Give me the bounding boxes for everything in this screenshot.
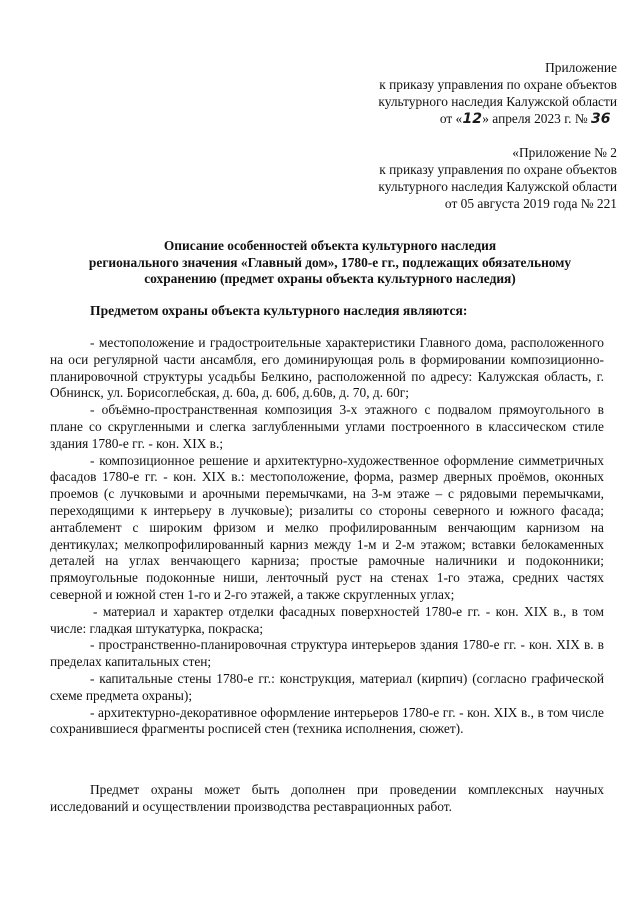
closing-paragraph [50,782,604,816]
date-prefix: от « [439,111,463,126]
title-line-1: Описание особенностей объекта культурного наследия [163,238,497,253]
list-item: - архитектурно-декоративное оформление интерьеров 1780-е гг. - кон. XIX в., в том числе сохранившиеся фрагменты росписей стен (техника исполнения, сюжет). [50,704,604,737]
original-order-ref: к приказу управления по охране объектов [379,162,617,177]
attachment-label: Приложение [545,60,617,75]
list-item: - капитальные стены 1780-е гг.: конструкция, материал (кирпич) (согласно графической схеме предмета охраны); [50,670,604,703]
attachment-header [197,60,617,128]
subject-heading: Предметом охраны объекта культурного наследия являются: [90,303,468,318]
handwritten-date: 12 [462,111,482,127]
title-line-2: регионального значения «Главный дом», 1780-е гг., подлежащих обязательному [88,254,572,270]
original-authority: культурного наследия Калужской области [378,179,617,194]
list-item: - материал и характер отделки фасадных поверхностей 1780-е гг. - кон. XIX в., в том числе: гладкая штукатурка, покраска; [50,603,604,636]
list-item: - пространственно-планировочная структура интерьеров здания 1780-е гг. - кон. XIX в. в пределах капитальных стен; [50,637,604,670]
original-attachment-header [197,145,617,213]
attachment-order-ref: к приказу управления по охране объектов [379,77,617,92]
date-middle: » апреля 2023 г. № [482,111,591,126]
protection-items-list [50,335,604,738]
list-item: - объёмно-пространственная композиция 3-х этажного с подвалом прямоугольного в плане со скругленными и слегка заглубленными углами построенного в классическом стиле здания 1780-е гг. - кон. XIX в.; [50,402,604,451]
document-title [50,238,610,288]
attachment-date-line [197,111,617,128]
list-item: - местоположение и градостроительные характеристики Главного дома, расположенного на оси регулярной части ансамбля, его доминирующая роль в формировании композиционно-планировочной структуры усадьбы Белкино, расположенной по адресу: Калужская область, г. Обнинск, ул. Борисоглебская, д. 60а, д. 60б, д.60в, д. 70, д. 60г; [50,335,604,401]
attachment-authority: культурного наследия Калужской области [378,94,617,109]
original-attachment-label: «Приложение № 2 [512,145,617,160]
original-date-line: от 05 августа 2019 года № 221 [444,196,617,211]
title-line-3: сохранению (предмет охраны объекта культурного наследия) [144,271,516,287]
closing-text: Предмет охраны может быть дополнен при проведении комплексных научных исследований и осуществлении производства реставрационных работ. [50,782,604,814]
handwritten-number: 36 [591,111,611,127]
list-item: - композиционное решение и архитектурно-художественное оформление симметричных фасадов 1780-е гг. - кон. XIX в.: местоположение, форма, размер дверных проёмов, оконных проемов (с лучковыми и арочными перемычками, на 3-м этаже – с рядовыми перемычками, переходящими к интерьеру в лучковые); ризалиты со стороны северного и южного фасада; антаблемент с широким фризом и мелко профилированным венчающим карнизом на дентикулах; мелкопрофилированный карниз между 1-м и 2-м этажом; вставки белокаменных деталей на углах венчающего карниза; простые рамочные наличники и подоконники; прямоугольные подоконные ниши, ленточный руст на стенах 1-го этажа, средних частях северной и южной стен 1-го и 2-го этажей, а также скругленных углах; [50,452,604,602]
